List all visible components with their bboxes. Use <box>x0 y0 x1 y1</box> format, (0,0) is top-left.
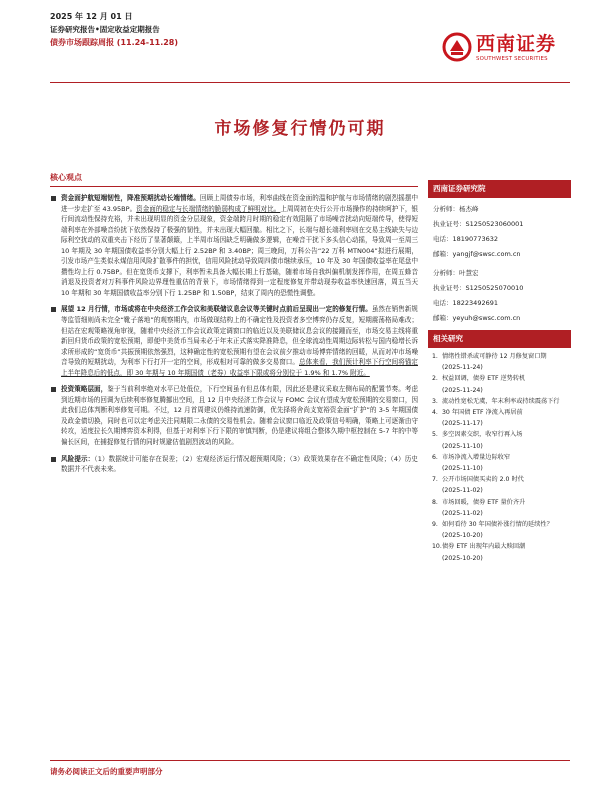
paragraph-market-review <box>50 193 418 298</box>
paragraph-emphasis: 资金面的稳定与长端情绪的脆弱构成了鲜明对比。 <box>136 204 281 213</box>
related-research-list <box>428 348 571 564</box>
paragraph-lead: 展望 12 月行情，市场或将在中央经济工作会议和美联储议息会议等关键时点前后呈现出一定的修复行情。 <box>61 305 372 314</box>
related-item[interactable]: 10. 债券 ETF 出现年内最大赎回潮 (2025-10-20) <box>432 543 526 562</box>
logo-name-cn: 西南证券 <box>476 33 557 55</box>
paragraph-emphasis: 总体来看，我们预计利率下行空间将锚定上半年降息后的低点，即 30 年期与 10 年期国债（老券）收益率下限或将分别位于 1.9% 和 1.7% 附近。 <box>61 358 418 377</box>
related-item[interactable]: 1. 情绪性错杀或可静待 12 月修复窗口期 (2025-11-24) <box>432 353 547 372</box>
logo-mark-icon <box>442 32 472 62</box>
sidebar <box>428 180 571 564</box>
report-header <box>50 10 570 80</box>
related-item[interactable]: 7. 公开市场国债买卖的 2.0 时代 (2025-11-02) <box>432 476 524 495</box>
logo-name-en: SOUTHWEST SECURITIES <box>476 56 548 62</box>
related-item[interactable]: 3. 流动性宽松无虞，年末利率或持续震荡下行 <box>432 397 560 405</box>
analyst-email[interactable]: 邮箱：yangjf@swsc.com.cn <box>433 250 521 258</box>
analyst-email[interactable]: 邮箱：yeyuh@swsc.com.cn <box>433 314 521 322</box>
paragraph-lead: 资金面护航短端韧性，降准预期扰动长端情绪。 <box>61 194 200 202</box>
paragraph-text: 鉴于当前利率绝对水平已处低位，下行空间虽有但总体有限，因此还是建议采取左侧布局的配置节奏。考虑到近期市场的回调为后续利率修复腾挪出空间，且 12 月中央经济工作会议与 FOMC 会议有望成为宽松预期的交易窗口，因此我们总体判断利率修复可期。不过，12 月首周建议仍维持流速防御，优先择将舍尚支宽裕资金面“扩护”的 3-5 年期国债及政金债切换，同时也可以定考虑关注同期限二永债的交易性机会。随着会议窗口临近及政策信号明确，策略上可逐渐由守转攻，适度拉长久期博弈资本利得，但基于对利率下行下限的审慎判断，仍是建议将组合整体久期中枢控制在 5-7 年的中等偏长区间，在捕捉修复行情的同时规避估值剧烈波动的风险。 <box>61 385 418 447</box>
bullet-square-icon <box>51 196 56 201</box>
paragraph-strategy <box>50 384 418 447</box>
report-date: 2025 年 12 月 01 日 <box>50 12 133 21</box>
paragraph-text: 虽然在销售新规等监管细则尚未完全“靴子落地”的观察期内，市场做现结构上的不确定性及投资者多空博弈仍存反复，短期震荡格局难改；但站在宏观策略视角审视，随着中央经济工作会议政策定调窗口的临近以及美联储议息会议的接踵而至，市场交易主线将重新回归货币政策的宽松预期，即便中美货币当局未必于年末正式落实降准降息，但全球流动性周期边际转松与国内稳增长诉求所形成的“宽货币”共振预期依然强烈，这种确定性的宽松预期有望在会议前夕推动市场博弈情绪的回暖，从而对冲市场噪音导致的短期扰动，为利率下行打开一定的空间，形成相对可靠的做多交易窗口。 <box>61 305 418 367</box>
footer-disclaimer: 请务必阅读正文后的重要声明部分 <box>50 767 163 776</box>
related-item[interactable]: 9. 如何看待 30 年国债补涨行情的延续性？ (2025-10-20) <box>432 521 553 540</box>
paragraph-text: 上周周初在央行公开市场操作的持续呵护下，银行间流动性保持充裕，并未出现明显的资金分层现象，资金端跨月时期的稳定有效阻隔了市场噪音扰动向短端传导，使得短端利率在外部噪音纷扰下依然保持了极强的韧性，并未出现大幅回撤。相比之下，长端与超长端利率则在交易主线缺失与边际利空扰动的双重夹击下经历了显著颠簸，上半周市场因缺乏明确做多逻辑，在噪音干扰下多头信心动摇，导致周一至周三 10 年期及 30 年期国债收益率分别大幅上行 2.52BP 和 3.40BP；周三晚间，万科公告“22 万科 MTN004”拟进行展期，引发市场产生类似永煤信用风险扩散事件的担忧，信用风险扰动导致周四债市继续承压，10 年及 30 年国债收益率在尾盘中攒性均上行 0.75BP。但在宽货币支撑下，利率暂未具备大幅长期上行基础，随着市场自我纠偏机制发挥作用，在周五蜂音消退及投资者对万科事件风险边界理性重估的背景下，市场情绪得到一定程度修复并带动现券收益率快速回落，周五当天 10 年期和 30 年期国债收益率分别下行 1.25BP 和 1.50BP，结束了周内的恐慌性调整。 <box>61 204 418 297</box>
bullet-square-icon <box>51 307 56 312</box>
paragraph-risk <box>50 454 418 475</box>
paragraph-lead: 投资策略层面， <box>61 385 108 394</box>
analyst-cert: 执业证号：S1250525070010 <box>433 284 524 292</box>
analyst-block <box>428 198 571 330</box>
page-title: 市场修复行情仍可期 <box>214 119 386 139</box>
analyst-phone: 电话：18190773632 <box>433 235 498 243</box>
analyst-name: 分析师：叶慧宏 <box>433 269 479 277</box>
related-item[interactable]: 8. 市场回暖，债券 ETF 量价齐升 (2025-11-02) <box>432 498 526 517</box>
header-divider <box>50 82 570 83</box>
paragraph-lead: 风险提示： <box>61 454 95 463</box>
footer-divider <box>50 760 570 761</box>
paragraph-outlook <box>50 304 418 378</box>
bullet-square-icon <box>51 457 56 462</box>
analyst-name: 分析师：杨杰峰 <box>433 205 479 213</box>
bullet-square-icon <box>51 387 56 392</box>
analyst-phone: 电话：18223492691 <box>433 299 498 307</box>
related-item[interactable]: 2. 权益回调，债券 ETF 逆势转机 (2025-11-24) <box>432 375 526 394</box>
company-logo <box>442 32 570 72</box>
related-item[interactable]: 5. 多空因素交织，收窄行再入场 (2025-11-10) <box>432 431 523 450</box>
paragraph-text: 回顾上周债券市场，利率曲线在资金面的温和护航与市场情绪的剧烈摇摆中进一步走扩至 43.95BP。 <box>61 194 418 213</box>
related-item[interactable]: 6. 市场净流入增量边际收窄 (2025-11-10) <box>432 453 511 473</box>
research-institute-bar: 西南证券研究院 <box>428 180 571 198</box>
core-views-column <box>50 172 418 481</box>
related-research-bar: 相关研究 <box>428 330 571 348</box>
report-type: 证券研究报告•固定收益定期报告 <box>50 25 160 34</box>
analyst-cert: 执业证号：S1250523060001 <box>433 220 524 228</box>
core-views-heading: 核心观点 <box>50 172 418 187</box>
paragraph-text: （1）数据统计可能存在误差；（2）宏观经济运行情况超预期风险；（3）政策效果存在不确定性风险；（4）历史数据并不代表未来。 <box>61 454 418 474</box>
related-item[interactable]: 4. 30 年国债 ETF 净流入再居前 (2025-11-17) <box>432 409 523 428</box>
series-title: 债券市场跟踪周报 (11.24-11.28) <box>50 38 179 47</box>
